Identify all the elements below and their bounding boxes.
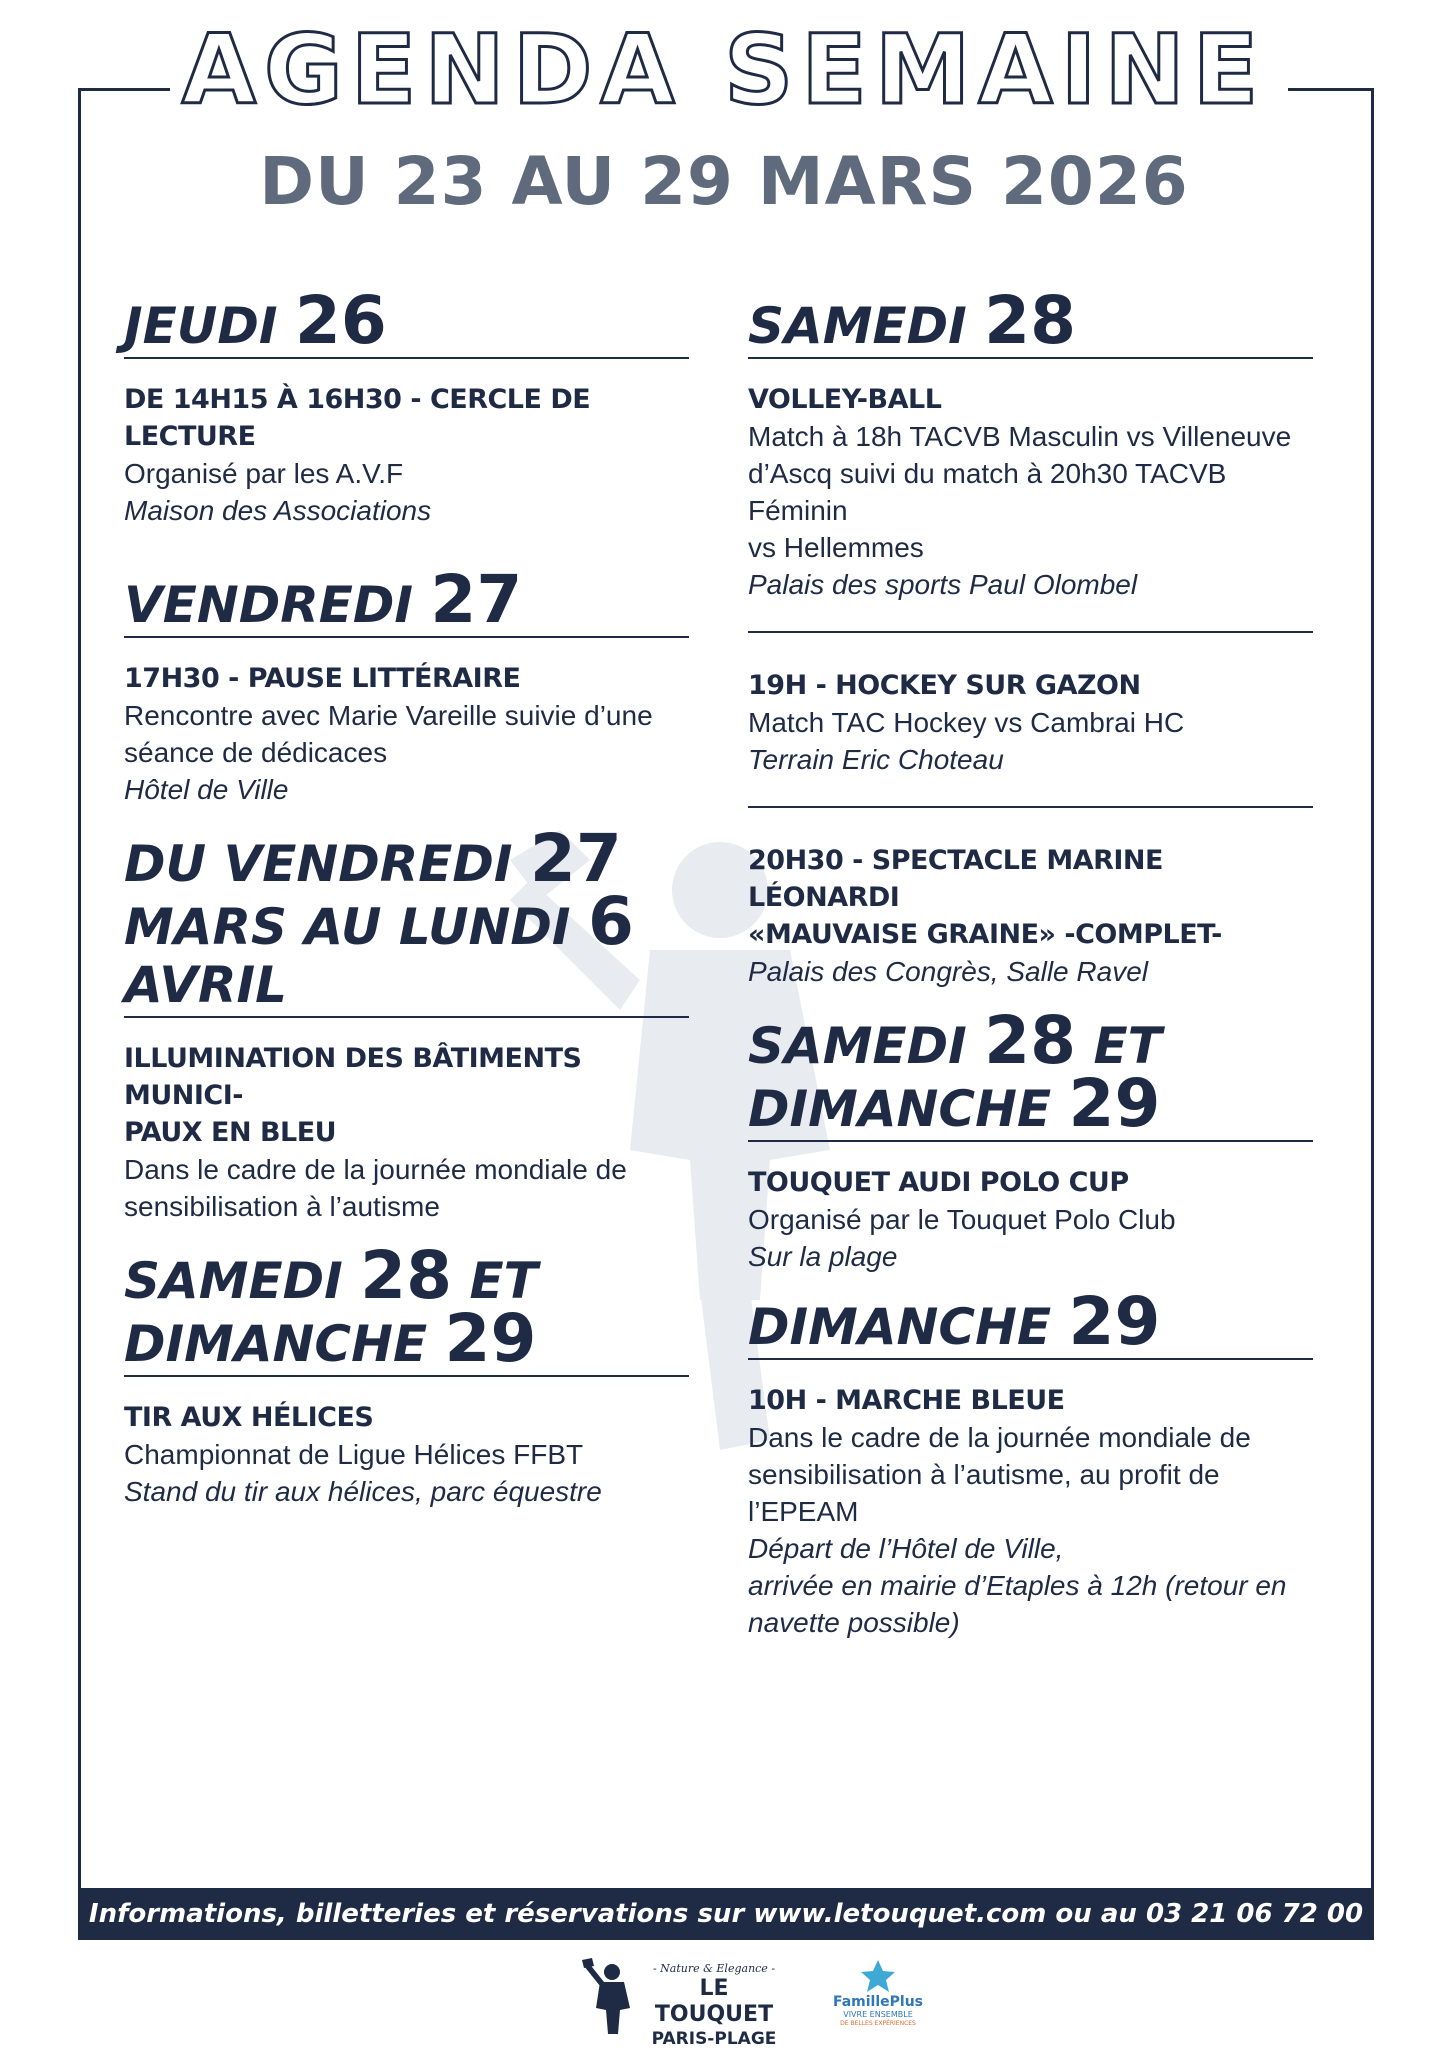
day-heading-dimanche — [748, 1283, 1313, 1360]
event-title: 17H30 - PAUSE LITTÉRAIRE — [124, 663, 521, 694]
left-column — [124, 282, 689, 1510]
day-block-weekend-left — [124, 1237, 689, 1510]
event-text: Dans le cadre de la journée mondiale de — [748, 1422, 1251, 1453]
event-separator — [748, 631, 1313, 633]
event-place: Maison des Associations — [124, 495, 432, 526]
event-separator — [748, 806, 1313, 808]
day-label: DIMANCHE — [748, 1298, 1052, 1356]
event-text: Match TAC Hockey vs Cambrai HC — [748, 707, 1185, 738]
day-number: 29 — [1068, 1283, 1161, 1360]
event-place: Terrain Eric Choteau — [748, 744, 1004, 775]
event-place: Palais des Congrès, Salle Ravel — [748, 956, 1148, 987]
day-number: 29 — [1068, 1065, 1161, 1142]
day-block-dimanche — [748, 1283, 1313, 1641]
day-block-vendredi — [124, 561, 689, 808]
day-label: MARS AU LUNDI — [124, 898, 571, 956]
event-place: arrivée en mairie d’Etaples à 12h (retour en — [748, 1570, 1287, 1601]
day-number: 29 — [444, 1300, 537, 1377]
event-title: TIR AUX HÉLICES — [124, 1402, 374, 1433]
day-heading-weekend — [124, 1237, 689, 1377]
event-text: séance de dédicaces — [124, 737, 388, 768]
event-text: Match à 18h TACVB Masculin vs Villeneuve — [748, 421, 1292, 452]
day-label: DIMANCHE — [124, 1315, 428, 1373]
day-number: 27 — [430, 561, 523, 638]
day-label: SAMEDI — [124, 1252, 343, 1310]
day-heading-periode — [124, 820, 689, 1018]
day-heading-samedi — [748, 282, 1313, 359]
day-block-samedi — [748, 282, 1313, 990]
event-text: sensibilisation à l’autisme, au profit de l’EPEAM — [748, 1459, 1220, 1527]
day-heading-vendredi — [124, 561, 689, 638]
event-title: PAUX EN BLEU — [124, 1117, 337, 1148]
footer-info-text[interactable]: Informations, billetteries et réservations sur www.letouquet.com ou au 03 21 06 72 00 — [88, 1899, 1364, 1929]
event-place: Stand du tir aux hélices, parc équestre — [124, 1476, 602, 1507]
touquet-golfer-logo-icon — [580, 1958, 640, 2038]
day-label: AVRIL — [124, 956, 287, 1014]
day-number: 6 — [587, 883, 634, 960]
day-number: 26 — [294, 282, 387, 359]
day-label: VENDREDI — [124, 576, 413, 634]
famille-plus-star-icon — [858, 1958, 898, 1994]
touquet-subname: PARIS-PLAGE — [651, 2029, 777, 2049]
event-title: 20H30 - SPECTACLE MARINE LÉONARDI — [748, 845, 1163, 913]
day-block-periode — [124, 820, 689, 1225]
famille-plus-tagline: DE BELLES EXPÉRIENCES — [840, 2020, 916, 2027]
right-column — [748, 282, 1313, 1641]
footer-info-bar — [78, 1888, 1374, 1940]
day-number: 28 — [984, 1002, 1077, 1079]
event-place: Départ de l’Hôtel de Ville, — [748, 1533, 1064, 1564]
day-label: DIMANCHE — [748, 1080, 1052, 1138]
event-place: Sur la plage — [748, 1241, 898, 1272]
logos-area — [580, 1958, 940, 2049]
day-label: SAMEDI — [748, 1017, 967, 1075]
day-number: 28 — [984, 282, 1077, 359]
day-block-jeudi — [124, 282, 689, 529]
event-title: VOLLEY-BALL — [748, 384, 942, 415]
page-subtitle: DU 23 AU 29 MARS 2026 — [259, 143, 1189, 220]
famille-plus-name: FamillePlus — [832, 1994, 924, 2010]
frame-left-line — [78, 88, 81, 1940]
event-text: Organisé par le Touquet Polo Club — [748, 1204, 1176, 1235]
event-text: Organisé par les A.V.F — [124, 458, 404, 489]
day-label: ET — [1093, 1017, 1162, 1075]
famille-plus-tagline: VIVRE ENSEMBLE — [843, 2010, 913, 2019]
day-label: JEUDI — [124, 297, 278, 355]
event-place: navette possible) — [748, 1607, 960, 1638]
frame-right-line — [1371, 88, 1374, 1940]
page-title: AGENDA SEMAINE — [181, 14, 1267, 126]
event-text: Rencontre avec Marie Vareille suivie d’une — [124, 700, 653, 731]
event-text: Championnat de Ligue Hélices FFBT — [124, 1439, 584, 1470]
touquet-name: LE TOUQUET — [654, 1976, 774, 2027]
day-number: 28 — [360, 1237, 453, 1314]
event-text: sensibilisation à l’autisme — [124, 1191, 440, 1222]
day-heading-weekend — [748, 1002, 1313, 1142]
day-block-weekend-right — [748, 1002, 1313, 1275]
event-title: DE 14H15 À 16H30 - CERCLE DE LECTURE — [124, 384, 591, 452]
event-title: 19H - HOCKEY SUR GAZON — [748, 670, 1141, 701]
event-text: Dans le cadre de la journée mondiale de — [124, 1154, 627, 1185]
event-text: d’Ascq suivi du match à 20h30 TACVB Féminin — [748, 458, 1227, 526]
event-title: 10H - MARCHE BLEUE — [748, 1385, 1065, 1416]
event-place: Palais des sports Paul Olombel — [748, 569, 1138, 600]
event-text: vs Hellemmes — [748, 532, 924, 563]
touquet-tagline: - Nature & Elegance - — [652, 1962, 776, 1975]
event-title: «MAUVAISE GRAINE» -COMPLET- — [748, 919, 1222, 950]
day-label: DU VENDREDI — [124, 835, 513, 893]
event-place: Hôtel de Ville — [124, 774, 289, 805]
day-number: 27 — [529, 820, 622, 897]
event-title: ILLUMINATION DES BÂTIMENTS MUNICI- — [124, 1043, 582, 1111]
day-label: SAMEDI — [748, 297, 967, 355]
event-title: TOUQUET AUDI POLO CUP — [748, 1167, 1129, 1198]
day-label: ET — [469, 1252, 538, 1310]
day-heading-jeudi — [124, 282, 689, 359]
